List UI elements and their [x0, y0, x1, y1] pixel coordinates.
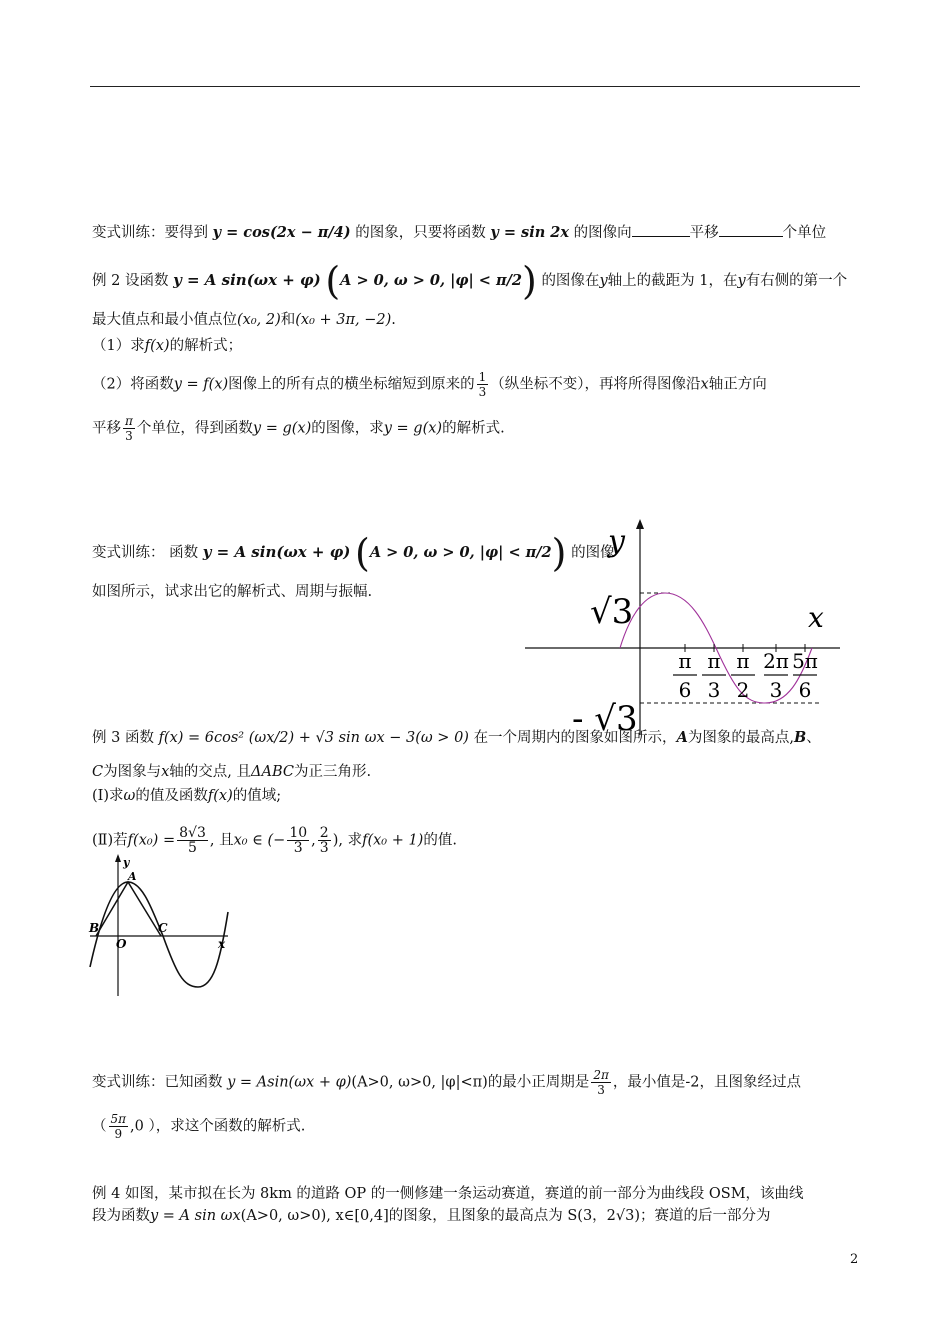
tick-label-denominator: 6	[678, 678, 692, 702]
text: 例 2 设函数	[92, 273, 169, 289]
page-number: 2	[850, 1252, 859, 1267]
tick-label-numerator: π	[736, 649, 750, 673]
formula: f(x)	[207, 788, 233, 804]
text: 变式训练： 函数	[92, 545, 199, 561]
svg-text:O: O	[116, 937, 127, 951]
text: 有右侧的第一个	[745, 273, 848, 289]
tick-label-denominator: 6	[798, 678, 812, 702]
text: 和	[280, 312, 296, 328]
header-rule	[90, 86, 860, 87]
text: 图像上的所有点的横坐标缩短到原来的	[228, 376, 475, 393]
text: （纵坐标不变），再将所得图像沿	[490, 376, 701, 393]
text: 的值.	[423, 832, 457, 849]
blank-direction[interactable]	[632, 222, 690, 237]
text: （2）将函数	[92, 376, 174, 393]
text: ), 求	[332, 832, 363, 849]
tick-label-numerator: 2π	[763, 649, 789, 673]
formula: y = f(x)	[173, 376, 229, 393]
formula: f(x₀) =	[127, 832, 176, 849]
text: 为图象的最高点,	[687, 730, 794, 746]
text: 轴正方向	[708, 376, 767, 393]
fraction: $\frac{2}{3}$	[319, 825, 329, 856]
point: (x₀, 2)	[237, 312, 281, 328]
sine-graph-1	[520, 515, 860, 745]
svg-text:y: y	[123, 856, 130, 869]
example-4-line-2	[92, 1206, 862, 1226]
example-4-line-1	[92, 1184, 862, 1204]
svg-text:B: B	[89, 921, 100, 935]
fraction: $\frac{5\pi}{9}$	[110, 1112, 127, 1141]
formula: y = A sin ωx	[150, 1208, 241, 1224]
formula: y = cos(2x − π/4)	[212, 224, 351, 241]
example-3-line-1: 例 3 函数 f(x) = 6cos² (ωx/2) + √3 sin ωx − 3(ω > 0) 在一个周期内的图象如图所示，A为图象的最高点,B、	[92, 729, 821, 746]
text: 轴的交点, 且	[169, 764, 252, 780]
tick-label-numerator: π	[678, 649, 692, 673]
text: ，最小值是-2，且图象经过点	[612, 1074, 801, 1091]
text: 为图象与	[103, 764, 162, 780]
svg-text:x: x	[218, 937, 226, 951]
formula: y = sin 2x	[490, 224, 570, 241]
svg-text:C: C	[158, 921, 168, 935]
example-3-line-2: C为图象与x轴的交点, 且ΔABC为正三角形.	[92, 764, 372, 780]
text: 个单位	[782, 225, 827, 241]
text: 的值域;	[232, 788, 282, 804]
example-2-question-2b	[92, 414, 862, 443]
text: 的图象，只要将函数	[355, 225, 486, 241]
fraction: $\frac{8√3}{5}$	[179, 825, 206, 856]
text: 如图所示，试求出它的解析式、周期与振幅.	[92, 584, 373, 600]
example-3-question-2: (Ⅱ)若f(x₀) = $\frac{8√3}{5}$ , 且x₀ ∈ (− $\frac{10}{3}$ , $\frac{2}{3}$ ), 求f(x₀ + 1)的值.	[92, 825, 457, 856]
formula: y = g(x)	[383, 420, 443, 437]
formula: y = A sin(ωx + φ)	[173, 271, 321, 289]
text: 的值及函数	[135, 788, 208, 804]
label-neg-sqrt3: - √3	[572, 699, 638, 739]
condition: A > 0, ω > 0, |φ| < π/2	[340, 272, 522, 289]
blank-units[interactable]	[719, 222, 783, 237]
symbol: y	[737, 273, 746, 289]
condition: A > 0, ω > 0, |φ| < π/2	[369, 544, 552, 561]
text: 、	[806, 730, 821, 746]
text: 例 3 函数	[92, 730, 154, 746]
formula: ΔABC	[251, 764, 294, 780]
x-axis-label: x	[808, 601, 824, 634]
example-2-question-1	[92, 336, 862, 356]
text: 的图像向	[573, 225, 632, 241]
text: 个单位，得到函数	[136, 420, 253, 437]
y-axis-label: y	[608, 524, 625, 559]
tick-label-denominator: 3	[707, 678, 721, 702]
formula: f(x) = 6cos² (ωx/2) + √3 sin ωx − 3(ω > 0)	[158, 730, 469, 746]
fraction: $\frac{1}{3}$	[478, 370, 487, 399]
text: , 且	[209, 832, 234, 849]
text: 的最小正周期是	[487, 1074, 590, 1091]
example-2-question-2	[92, 370, 862, 399]
text: （1）求	[92, 338, 145, 354]
text: (A>0, ω>0), x∈[0,4]的图象，且图象的最高点为 S(3，2√3)；赛道的后一部分为	[240, 1208, 771, 1224]
text: 平移	[689, 225, 719, 241]
variant-training-3-line-2: （ $\frac{5\pi}{9}$ ,0 ），求这个函数的解析式.	[92, 1112, 306, 1141]
formula: y = Asin(ωx + φ)	[227, 1074, 352, 1091]
variant-training-2: 变式训练： 函数 y = A sin(ωx + φ) (A > 0, ω > 0, |φ| < π/2) 的图像	[92, 531, 615, 575]
fraction: $\frac{\pi}{3}$	[125, 414, 133, 443]
text: 的解析式.	[442, 420, 505, 437]
point: (x₀ + 3π, −2)	[295, 312, 392, 328]
tick-label-denominator: 3	[769, 678, 783, 702]
y-axis-arrow	[636, 519, 644, 529]
variant-training-3	[92, 1068, 862, 1097]
formula: f(x₀ + 1)	[362, 832, 424, 849]
text: 在一个周期内的图象如图所示，	[473, 730, 677, 746]
text: .	[391, 312, 396, 328]
label-sqrt3: √3	[590, 592, 634, 632]
example-2-line-1: 例 2 设函数 y = A sin(ωx + φ) (A > 0, ω > 0, |φ| < π/2) 的图像在y轴上的截距为 1，在y有右侧的第一个	[92, 259, 848, 303]
text: 变式训练：已知函数	[92, 1074, 223, 1091]
variant-training-1	[92, 222, 862, 243]
text: 例 4 如图，某市拟在长为 8km 的道路 OP 的一侧修建一条运动赛道，赛道的前一部分为曲线段 OSM，该曲线	[92, 1186, 804, 1202]
formula: y = g(x)	[252, 420, 312, 437]
fraction: $\frac{2\pi}{3}$	[593, 1068, 609, 1097]
symbol: y	[599, 273, 608, 289]
text: ,0 ），求这个函数的解析式.	[130, 1118, 306, 1135]
text: 最大值点和最小值点位	[92, 312, 237, 328]
text: 段为函数	[92, 1208, 150, 1224]
tick-label-denominator: 2	[736, 678, 750, 702]
condition: (A>0, ω>0, |φ|<π)	[351, 1074, 488, 1091]
text: (Ⅰ)求	[92, 788, 124, 804]
tick-label-numerator: 5π	[792, 649, 818, 673]
text: 轴上的截距为 1，在	[607, 273, 738, 289]
fraction: $\frac{10}{3}$	[289, 825, 308, 856]
symbol: x	[700, 376, 709, 393]
example-3-question-1: (Ⅰ)求ω的值及函数f(x)的值域;	[92, 788, 282, 804]
text: (Ⅱ)若	[92, 832, 128, 849]
example-2-line-2	[92, 310, 862, 330]
text: 平移	[92, 420, 121, 437]
text: 的图像，求	[311, 420, 384, 437]
formula: y = A sin(ωx + φ)	[202, 543, 351, 561]
text: 的图像	[571, 545, 615, 561]
text: 变式训练：要得到	[92, 225, 208, 241]
text: 的图像在	[541, 273, 600, 289]
tick-label-numerator: π	[707, 649, 721, 673]
sine-graph-2	[88, 852, 238, 998]
svg-text:A: A	[128, 870, 137, 883]
text: 的解析式；	[169, 338, 243, 354]
text: 为正三角形.	[293, 764, 372, 780]
formula: f(x)	[144, 338, 170, 354]
